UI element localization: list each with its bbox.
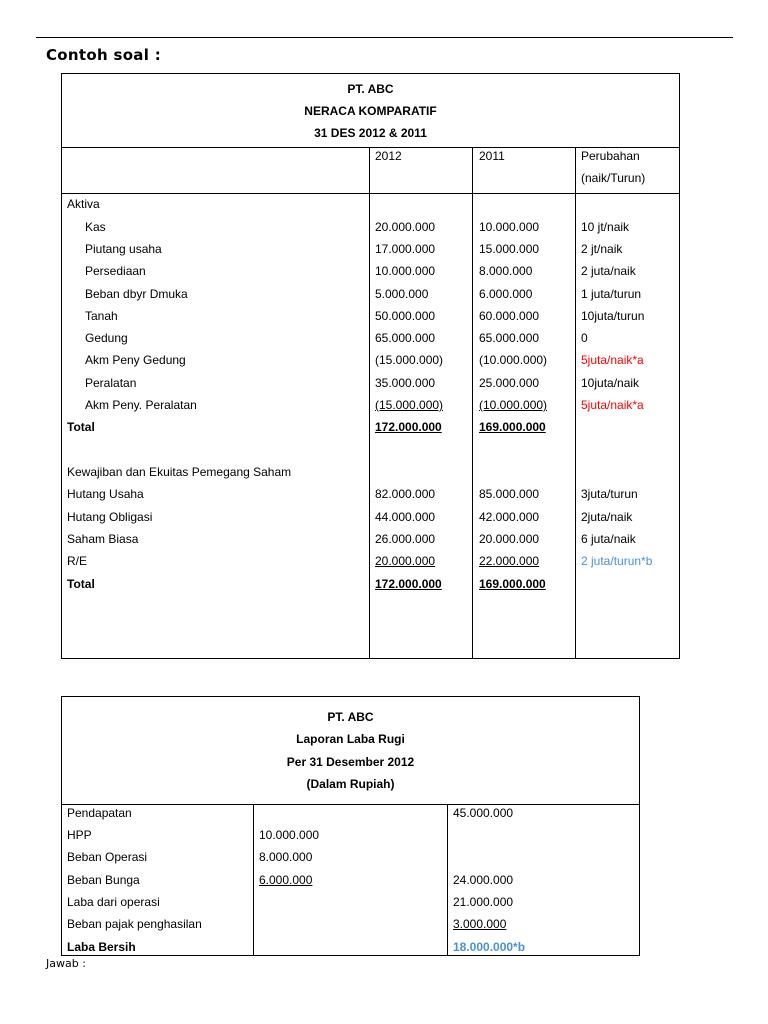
laba-report-name: Laporan Laba Rugi (296, 732, 405, 746)
row-change-highlight: 5juta/naik*a (581, 398, 644, 412)
row-value-2011: (10.000.000) (479, 398, 548, 412)
row-value-2012: 17.000.000 (375, 242, 436, 256)
row-label: Kas (85, 220, 106, 234)
row-change: 2juta/naik (581, 510, 633, 524)
row-label: Beban Bunga (67, 873, 140, 887)
laba-title-divider (61, 804, 640, 805)
answer-label: Jawab : (46, 957, 86, 970)
row-label: Laba Bersih (67, 940, 136, 954)
total-2012: 172.000.000 (375, 577, 442, 591)
row-value-2011: 25.000.000 (479, 376, 540, 390)
row-value-2012: (15.000.000) (375, 398, 444, 412)
row-label: R/E (67, 554, 88, 568)
row-value-2012: 26.000.000 (375, 532, 436, 546)
row-value-2011: 85.000.000 (479, 487, 540, 501)
row-change: 10juta/naik (581, 376, 640, 390)
row-value-2011: (10.000.000) (479, 353, 548, 367)
row-label: Beban pajak penghasilan (67, 917, 202, 931)
row-label: Piutang usaha (85, 242, 162, 256)
neraca-title-divider (61, 147, 680, 148)
neraca-col-divider-1 (369, 147, 370, 659)
row-right: 21.000.000 (453, 895, 514, 909)
row-label: Gedung (85, 331, 128, 345)
row-label: Hutang Usaha (67, 487, 144, 501)
header-2012: 2012 (375, 149, 402, 163)
row-label: Akm Peny. Peralatan (85, 398, 197, 412)
row-label: Hutang Obligasi (67, 510, 153, 524)
row-value-2012: 5.000.000 (375, 287, 429, 301)
row-value-2011: 10.000.000 (479, 220, 540, 234)
header-naik-turun: (naik/Turun) (581, 171, 646, 185)
row-value-2011: 60.000.000 (479, 309, 540, 323)
total-2012: 172.000.000 (375, 420, 442, 434)
laba-col-divider-2 (447, 804, 448, 956)
neraca-report-name: NERACA KOMPARATIF (304, 104, 437, 118)
section-kewajiban: Kewajiban dan Ekuitas Pemegang Saham (67, 465, 292, 479)
header-2011: 2011 (479, 149, 505, 163)
row-value-2012: 10.000.000 (375, 264, 436, 278)
row-change: 6 juta/naik (581, 532, 636, 546)
row-change-highlight: 2 juta/turun*b (581, 554, 653, 568)
row-label: Peralatan (85, 376, 137, 390)
section-aktiva: Aktiva (67, 197, 100, 211)
row-value-2012: 82.000.000 (375, 487, 436, 501)
total-2011: 169.000.000 (479, 420, 546, 434)
row-mid: 6.000.000 (259, 873, 313, 887)
row-value-2012: (15.000.000) (375, 353, 444, 367)
row-value-2012: 50.000.000 (375, 309, 436, 323)
page-heading: Contoh soal : (46, 46, 161, 64)
row-value-2011: 8.000.000 (479, 264, 533, 278)
row-value-2012: 44.000.000 (375, 510, 436, 524)
row-change: 10juta/turun (581, 309, 645, 323)
row-value-2012: 20.000.000 (375, 220, 436, 234)
row-value-2012: 65.000.000 (375, 331, 436, 345)
row-change-highlight: 5juta/naik*a (581, 353, 644, 367)
row-label: Pendapatan (67, 806, 132, 820)
row-label: Beban dbyr Dmuka (85, 287, 188, 301)
neraca-col-divider-3 (575, 147, 576, 659)
row-label: HPP (67, 828, 92, 842)
row-change: 2 jt/naik (581, 242, 623, 256)
row-label: Akm Peny Gedung (85, 353, 186, 367)
total-label: Total (67, 577, 95, 591)
row-value-2011: 22.000.000 (479, 554, 540, 568)
top-rule (36, 37, 733, 38)
row-right: 45.000.000 (453, 806, 514, 820)
row-label: Tanah (85, 309, 118, 323)
row-value-2011: 6.000.000 (479, 287, 533, 301)
row-change: 1 juta/turun (581, 287, 642, 301)
row-label: Persediaan (85, 264, 146, 278)
row-mid: 10.000.000 (259, 828, 320, 842)
neraca-col-divider-2 (472, 147, 473, 659)
row-label: Beban Operasi (67, 850, 148, 864)
laba-currency-note: (Dalam Rupiah) (306, 777, 395, 791)
row-right: 24.000.000 (453, 873, 514, 887)
row-value-2011: 15.000.000 (479, 242, 540, 256)
row-label: Laba dari operasi (67, 895, 160, 909)
neraca-company: PT. ABC (347, 82, 394, 96)
total-label: Total (67, 420, 95, 434)
row-right-highlight: 18.000.000*b (453, 940, 526, 954)
row-value-2012: 35.000.000 (375, 376, 436, 390)
total-2011: 169.000.000 (479, 577, 546, 591)
neraca-header-divider (61, 193, 680, 194)
row-change: 3juta/turun (581, 487, 638, 501)
laba-date: Per 31 Desember 2012 (286, 755, 415, 769)
row-value-2012: 20.000.000 (375, 554, 436, 568)
row-right: 3.000.000 (453, 917, 507, 931)
row-change: 10 jt/naik (581, 220, 630, 234)
header-perubahan: Perubahan (581, 149, 640, 163)
row-value-2011: 20.000.000 (479, 532, 540, 546)
row-mid: 8.000.000 (259, 850, 313, 864)
neraca-date: 31 DES 2012 & 2011 (314, 126, 427, 140)
row-label: Saham Biasa (67, 532, 139, 546)
laba-col-divider-1 (253, 804, 254, 956)
row-change: 0 (581, 331, 588, 345)
row-value-2011: 42.000.000 (479, 510, 540, 524)
row-value-2011: 65.000.000 (479, 331, 540, 345)
row-change: 2 juta/naik (581, 264, 636, 278)
laba-company: PT. ABC (327, 710, 374, 724)
